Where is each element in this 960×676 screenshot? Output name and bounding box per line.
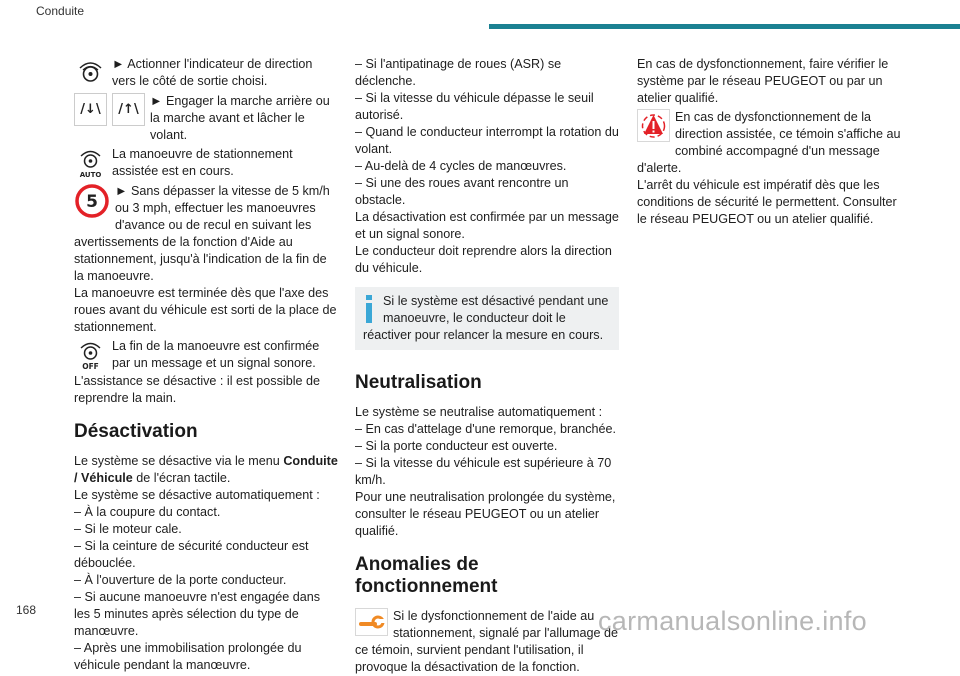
list-item: – Si le moteur cale.: [74, 522, 182, 536]
page-number: 168: [16, 603, 37, 617]
header-accent-bar: [489, 24, 960, 29]
text-release: L'assistance se désactive : il est possible de reprendre la main.: [74, 374, 321, 405]
watermark: carmanualsonline.info: [598, 606, 867, 636]
list-item: – À l'ouverture de la porte conducteur.: [74, 573, 287, 587]
list-item: – À la coupure du contact.: [74, 505, 221, 519]
list-item: – Si la porte conducteur est ouverte.: [355, 439, 558, 453]
text-menu-a: Le système se désactive via le menu: [74, 454, 284, 468]
list-item: – Après une immobilisation prolongée du véhicule pendant la manœuvre.: [74, 641, 302, 672]
speed-label: 5: [86, 192, 98, 212]
text-indicator: ► Actionner l'indicateur de direction vers le côté de sortie choisi.: [112, 57, 313, 88]
forward-gear-symbol: /↑\: [118, 102, 139, 117]
park-assist-auto-icon: [74, 146, 107, 179]
list-item: – Quand le conducteur interrompt la rotation du volant.: [355, 125, 619, 156]
text-menu: [74, 453, 338, 487]
off-label: OFF: [82, 362, 99, 371]
text-end-maneuver: La manoeuvre est terminée dès que l'axe des roues avant du véhicule est sorti de la place de stationnement.: [74, 286, 337, 334]
text-auto-off: Le système se désactive automatiquement :: [74, 488, 320, 502]
list-item: – En cas d'attelage d'une remorque, branchée.: [355, 422, 617, 436]
text-confirmation: La désactivation est confirmée par un message et un signal sonore.: [355, 210, 619, 241]
list-item: – Au-delà de 4 cycles de manœuvres.: [355, 159, 567, 173]
list-item: – Si la vitesse du véhicule est supérieure à 70 km/h.: [355, 456, 612, 487]
text-menu-c: de l'écran tactile.: [132, 471, 231, 485]
column-left: [74, 56, 338, 674]
column-right: [637, 56, 905, 228]
list-item: – Si une des roues avant rencontre un obstacle.: [355, 176, 569, 207]
auto-label: AUTO: [79, 171, 102, 179]
section-title-neutralisation: Neutralisation: [355, 372, 482, 393]
forward-gear-icon: [112, 93, 145, 126]
header-title: Conduite: [36, 4, 85, 18]
list-item: – Si l'antipatinage de roues (ASR) se déclenche.: [355, 57, 562, 88]
list-item: – Si la vitesse du véhicule dépasse le seuil autorisé.: [355, 91, 594, 122]
steering-warning-icon: [637, 109, 670, 142]
text-take-over: Le conducteur doit reprendre alors la direction du véhicule.: [355, 244, 612, 275]
text-prolonged: Pour une neutralisation prolongée du système, consulter le réseau PEUGEOT ou un atelier qualifié.: [355, 490, 616, 538]
text-in-progress: La manoeuvre de stationnement assistée est en cours.: [112, 147, 293, 178]
menu-path: Conduite / Véhicule: [74, 454, 338, 485]
steering-wheel-sensor-icon: [74, 56, 107, 89]
reverse-gear-icon: [74, 93, 107, 126]
wrench-icon: [355, 608, 388, 636]
note-text: Si le système est désactivé pendant une manoeuvre, le conducteur doit le réactiver pour relancer la mesure en cours.: [363, 294, 609, 342]
column-middle: [355, 56, 619, 676]
section-title-anomalies: Anomalies de fonctionnement: [355, 554, 498, 597]
text-check: En cas de dysfonctionnement, faire vérifier le système par le réseau PEUGEOT ou par un atelier qualifié.: [637, 57, 889, 105]
text-gear: ► Engager la marche arrière ou la marche avant et lâcher le volant.: [150, 94, 330, 142]
text-stop: L'arrêt du véhicule est impératif dès que les conditions de sécurité le permettent. Consulter le réseau PEUGEOT ou un atelier qualifié.: [637, 178, 897, 226]
text-power-steering: En cas de dysfonctionnement de la direction assistée, ce témoin s'affiche au combiné accompagné d'un message d'alerte.: [637, 110, 901, 175]
info-icon: [363, 295, 375, 323]
text-confirmed: La fin de la manoeuvre est confirmée par un message et un signal sonore.: [112, 339, 320, 370]
text-anomaly: Si le dysfonctionnement de l'aide au stationnement, signalé par l'allumage de ce témoin, survient pendant l'utilisation, il provoque la désactivation de la fonction.: [355, 609, 619, 674]
text-neutralise: Le système se neutralise automatiquement :: [355, 405, 603, 419]
list-item: – Si aucune manoeuvre n'est engagée dans les 5 minutes après sélection du type de manœuvre.: [74, 590, 321, 638]
text-speed: ► Sans dépasser la vitesse de 5 km/h ou 3 mph, effectuer les manoeuvres d'avance ou de recul en suivant les avertissements de la fonction d'Aide au stationnement, jusqu'à l'indication de la fin de la manoeuvre.: [74, 184, 330, 283]
speed-limit-icon: [74, 183, 110, 219]
park-assist-off-icon: [74, 338, 107, 371]
info-note: [355, 287, 619, 350]
reverse-gear-symbol: /↓\: [80, 102, 101, 117]
section-title-desactivation: Désactivation: [74, 421, 198, 442]
list-item: – Si la ceinture de sécurité conducteur est débouclée.: [74, 539, 309, 570]
